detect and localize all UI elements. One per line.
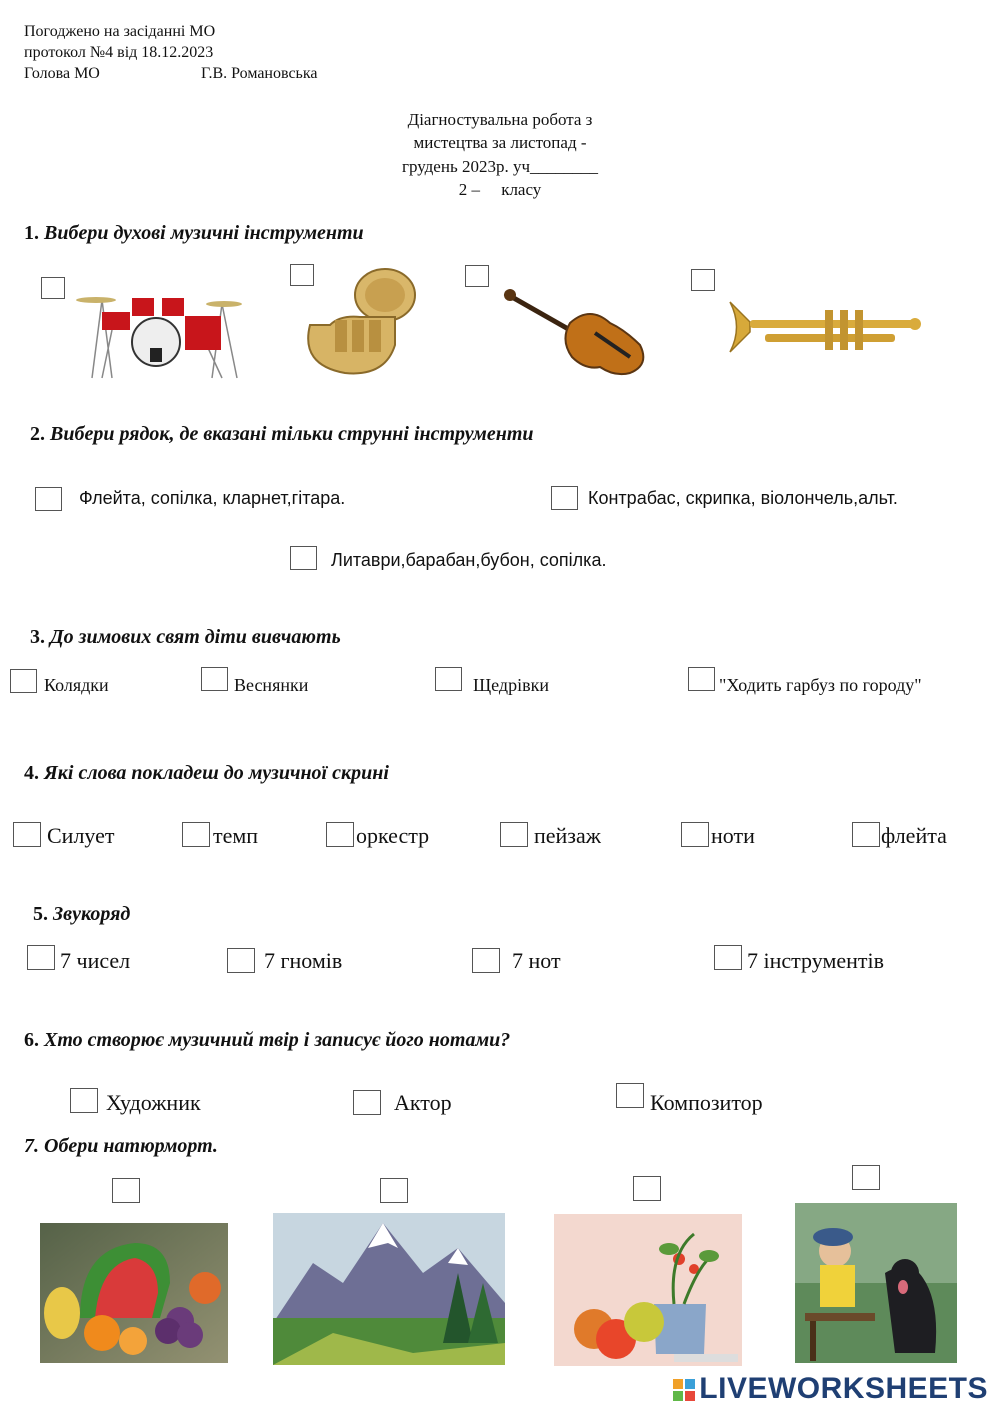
q4-checkbox-4[interactable] xyxy=(500,822,528,847)
q5-checkbox-1[interactable] xyxy=(27,945,55,970)
q4-option-6: флейта xyxy=(881,823,947,848)
q6-option-1: Художник xyxy=(106,1090,201,1115)
apples-still-life-image[interactable] xyxy=(554,1214,742,1366)
q3-checkbox-4[interactable] xyxy=(688,667,715,691)
question-5-number: 5. xyxy=(33,903,48,925)
head-name: Г.В. Романовська xyxy=(201,65,318,82)
question-1-text: Вибери духові музичні інструменти xyxy=(44,222,364,244)
q5-checkbox-3[interactable] xyxy=(472,948,500,973)
violin-image[interactable] xyxy=(500,285,652,380)
q6-option-3: Композитор xyxy=(650,1090,763,1115)
question-5-text: Звукоряд xyxy=(53,903,131,925)
q3-option-1: Колядки xyxy=(44,675,109,695)
question-1 xyxy=(24,222,364,245)
title-line-1: Діагностувальна робота з xyxy=(407,110,593,129)
drum-kit-image[interactable] xyxy=(72,290,250,382)
q7-checkbox-2[interactable] xyxy=(380,1178,408,1203)
q4-option-3: оркестр xyxy=(356,823,430,848)
q7-checkbox-3[interactable] xyxy=(633,1176,661,1201)
liveworksheets-logo-text: LIVEWORKSHEETS xyxy=(699,1372,988,1405)
question-2-number: 2. xyxy=(30,423,45,445)
q3-option-3: Щедрівки xyxy=(473,675,549,695)
question-4-text: Які слова покладеш до музичної скрині xyxy=(44,762,389,784)
question-4 xyxy=(24,762,389,785)
question-2 xyxy=(30,423,534,446)
q3-option-4: "Ходить гарбуз по городу" xyxy=(719,675,922,695)
q1-checkbox-trumpet[interactable] xyxy=(691,269,715,291)
tuba-image[interactable] xyxy=(290,265,420,380)
q4-checkbox-2[interactable] xyxy=(182,822,210,847)
title-line-2: мистецтва за листопад - xyxy=(413,133,587,152)
q6-checkbox-1[interactable] xyxy=(70,1088,98,1113)
q4-option-4: пейзаж xyxy=(534,823,601,848)
question-3-text: До зимових свят діти вивчають xyxy=(50,626,341,648)
title-line-3: грудень 2023р. уч________ xyxy=(401,157,599,176)
question-6-text: Хто створює музичний твір і записує його нотами? xyxy=(44,1029,511,1051)
q2-option-3: Литаври,барабан,бубон, сопілка. xyxy=(331,550,607,570)
q5-checkbox-2[interactable] xyxy=(227,948,255,973)
question-6-number: 6. xyxy=(24,1029,39,1051)
q7-checkbox-1[interactable] xyxy=(112,1178,140,1203)
fruit-still-life-image[interactable] xyxy=(40,1223,228,1363)
approval-line-1: Погоджено на засіданні МО xyxy=(24,23,216,40)
question-7-text: Обери натюрморт. xyxy=(44,1135,218,1157)
q5-option-3: 7 нот xyxy=(512,948,561,973)
q1-checkbox-violin[interactable] xyxy=(465,265,489,287)
q6-checkbox-3[interactable] xyxy=(616,1083,644,1108)
q5-option-4: 7 інструментів xyxy=(747,948,885,973)
q4-option-5: ноти xyxy=(711,823,755,848)
title-line-4: 2 – класу xyxy=(458,180,542,199)
q3-option-2: Веснянки xyxy=(234,675,309,695)
q2-checkbox-2[interactable] xyxy=(551,486,578,510)
question-5 xyxy=(33,903,130,926)
q2-checkbox-1[interactable] xyxy=(35,487,62,511)
q5-checkbox-4[interactable] xyxy=(714,945,742,970)
q4-checkbox-3[interactable] xyxy=(326,822,354,847)
head-label: Голова МО xyxy=(24,65,100,82)
q2-checkbox-3[interactable] xyxy=(290,546,317,570)
question-2-text: Вибери рядок, де вказані тільки струнні інструменти xyxy=(50,423,534,445)
q5-option-1: 7 чисел xyxy=(60,948,131,973)
question-7 xyxy=(24,1135,218,1158)
q3-checkbox-1[interactable] xyxy=(10,669,37,693)
question-3-number: 3. xyxy=(30,626,45,648)
q4-checkbox-5[interactable] xyxy=(681,822,709,847)
q7-checkbox-4[interactable] xyxy=(852,1165,880,1190)
liveworksheets-logo-icon xyxy=(673,1379,695,1401)
q1-checkbox-drums[interactable] xyxy=(41,277,65,299)
question-3 xyxy=(30,626,341,649)
q4-checkbox-6[interactable] xyxy=(852,822,880,847)
q2-option-1: Флейта, сопілка, кларнет,гітара. xyxy=(79,488,346,508)
q3-checkbox-2[interactable] xyxy=(201,667,228,691)
q5-option-2: 7 гномів xyxy=(264,948,343,973)
boy-with-dog-image[interactable] xyxy=(795,1203,957,1363)
q4-option-1: Силует xyxy=(47,823,115,848)
q6-checkbox-2[interactable] xyxy=(353,1090,381,1115)
question-7-number: 7. xyxy=(24,1135,39,1157)
q4-checkbox-1[interactable] xyxy=(13,822,41,847)
question-6 xyxy=(24,1029,510,1052)
mountain-landscape-image[interactable] xyxy=(273,1213,505,1365)
question-4-number: 4. xyxy=(24,762,39,784)
liveworksheets-logo xyxy=(673,1372,988,1406)
q2-option-2: Контрабас, скрипка, віолончель,альт. xyxy=(588,488,898,508)
q4-option-2: темп xyxy=(213,823,259,848)
trumpet-image[interactable] xyxy=(725,292,925,362)
approval-line-2: протокол №4 від 18.12.2023 xyxy=(24,44,214,61)
q6-option-2: Актор xyxy=(394,1090,452,1115)
question-1-number: 1. xyxy=(24,222,39,244)
q3-checkbox-3[interactable] xyxy=(435,667,462,691)
